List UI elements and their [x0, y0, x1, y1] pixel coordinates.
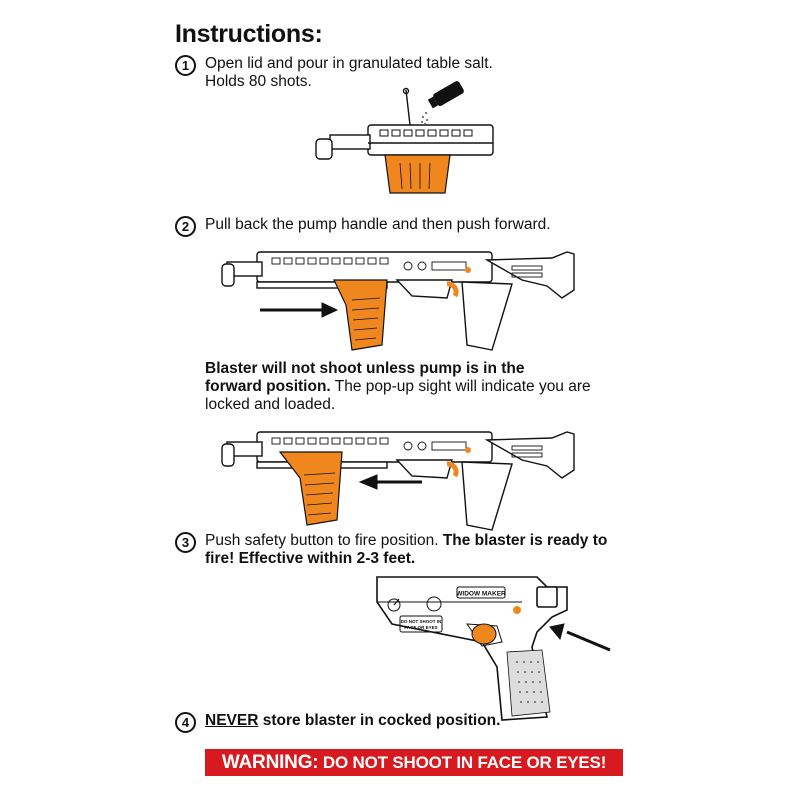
salt-pour-illustration	[310, 85, 500, 205]
pump-note-normal: The pop-up sight will indicate you are	[330, 378, 591, 395]
step-2-text: Pull back the pump handle and then push forward.	[205, 216, 551, 233]
pump-back-illustration	[222, 240, 587, 355]
pump-note-line-2	[205, 378, 591, 396]
brand-label: WIDOW MAKER	[456, 590, 506, 598]
warning-banner	[205, 749, 623, 776]
step-1-line-1: Open lid and pour in granulated table salt.	[205, 55, 493, 72]
step-number-4: 4	[175, 712, 196, 733]
pump-note	[205, 360, 591, 414]
step-3-bold-1: The blaster is ready to	[442, 532, 608, 549]
safety-label-line-2: FACE OR EYES	[404, 625, 438, 630]
step-3-line-2: fire! Effective within 2-3 feet.	[205, 550, 416, 567]
step-3-normal: Push safety button to fire position.	[205, 532, 443, 549]
pump-forward-illustration	[222, 420, 587, 535]
step-1-line-2: Holds 80 shots.	[205, 73, 312, 90]
safety-button-illustration	[372, 572, 617, 722]
step-number-2: 2	[175, 216, 196, 237]
warning-text: DO NOT SHOOT IN FACE OR EYES!	[318, 753, 607, 772]
pump-note-line-1: Blaster will not shoot unless pump is in the	[205, 360, 525, 377]
step-3-text	[205, 532, 607, 568]
pump-note-line-3: locked and loaded.	[205, 396, 336, 413]
step-number-3: 3	[175, 532, 196, 553]
step-4-rest: store blaster in cocked position.	[258, 712, 501, 729]
step-3-line-1	[205, 532, 607, 550]
step-number-1: 1	[175, 55, 196, 76]
safety-label-line-1: DO NOT SHOOT IN	[400, 619, 442, 624]
pump-note-bold: forward position.	[205, 378, 331, 395]
page-title: Instructions:	[175, 20, 323, 48]
step-4-text	[205, 712, 500, 730]
step-4-emphasis: NEVER	[205, 712, 259, 729]
warning-label: WARNING:	[221, 752, 319, 773]
